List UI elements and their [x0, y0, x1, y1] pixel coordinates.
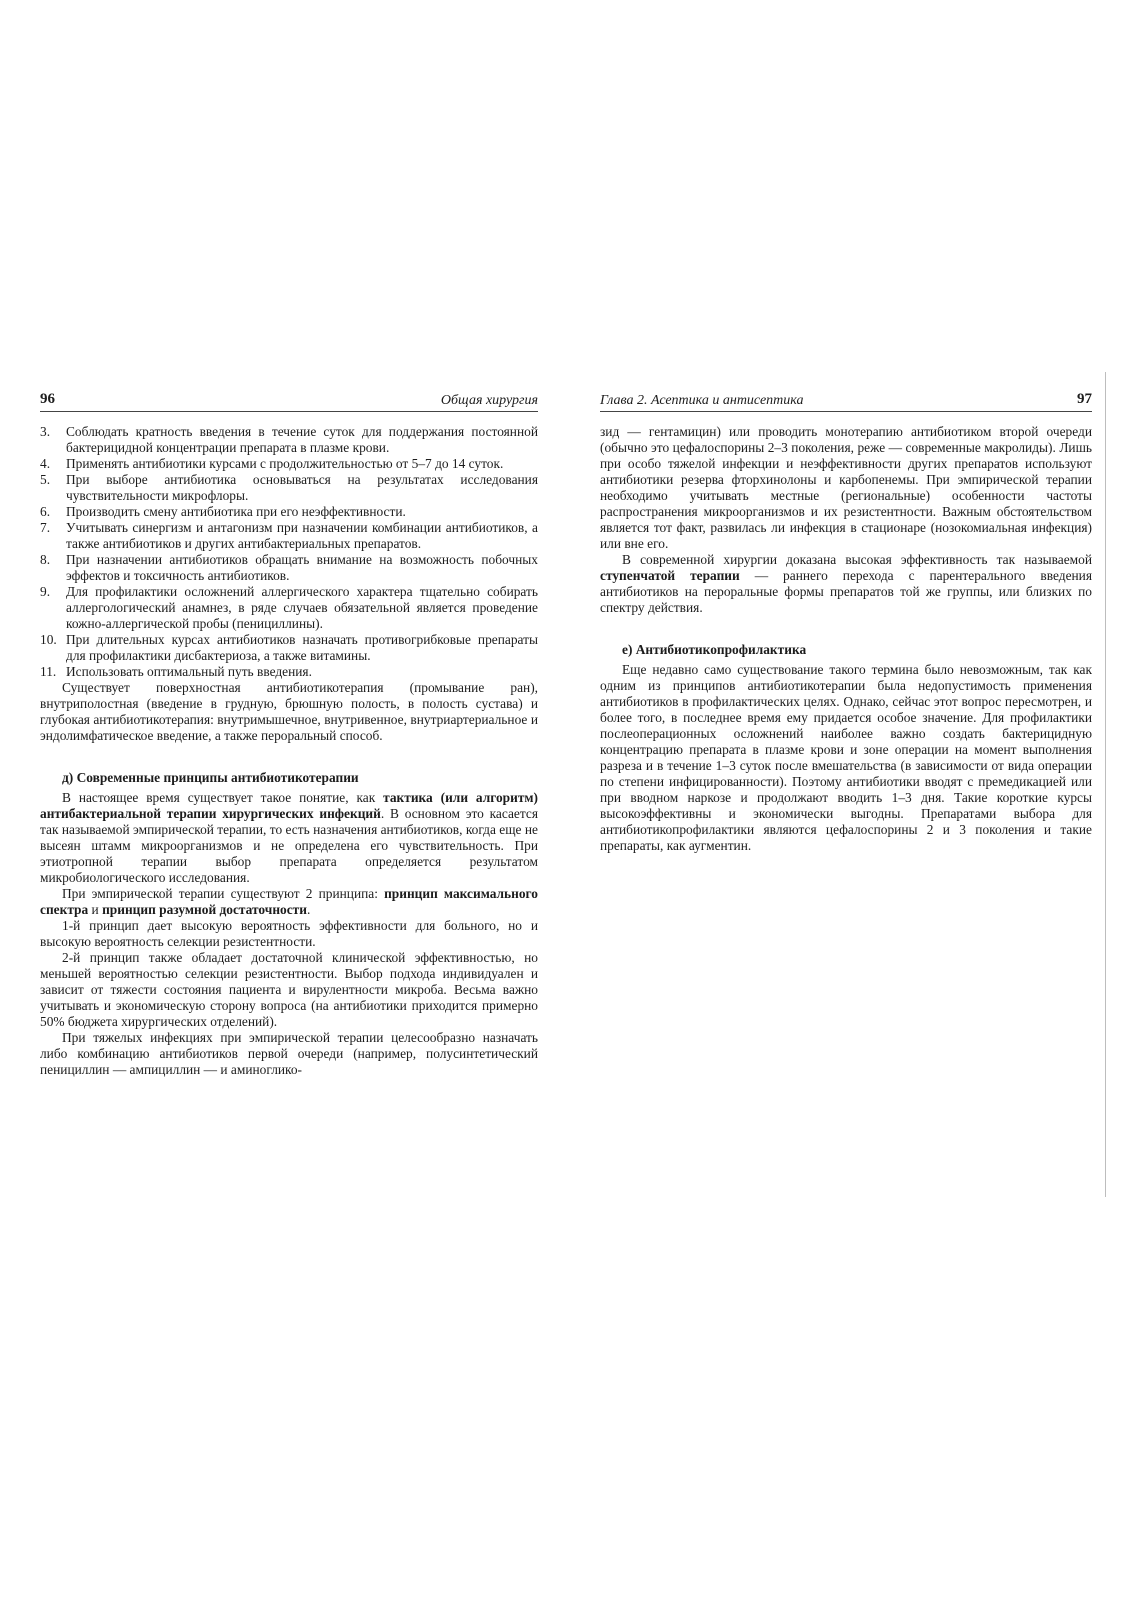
section-heading-e: е) Антибиотикопрофилактика	[622, 642, 807, 657]
left-page	[40, 393, 538, 1078]
page-number: 96	[40, 391, 55, 407]
running-title: Глава 2. Асептика и антисептика	[600, 393, 804, 408]
paragraph-principles: При эмпирической терапии существуют 2 принципа: принцип максимального спектра и принцип разумной достаточности.	[40, 886, 538, 917]
left-page-body	[40, 424, 538, 1078]
paragraph-step-therapy: В современной хирургии доказана высокая эффективность так называемой ступенчатой терапии — раннего перехода с парентерального введения антибиотиков на пероральные формы препаратов той же группы, или близких по спектру действия.	[600, 552, 1093, 615]
list-item: 8. При назначении антибиотиков обращать внимание на возможность побочных эффектов и токсичность антибиотиков.	[40, 552, 538, 583]
right-page	[600, 393, 1092, 854]
page-number: 97	[1077, 391, 1092, 407]
list-item: 5. При выборе антибиотика основываться на результатах исследования чувствительности микрофлоры.	[40, 472, 538, 503]
section-heading-d: д) Современные принципы антибиотикотерапии	[62, 770, 359, 785]
right-page-header	[600, 393, 1092, 412]
paragraph-principle-2: 2-й принцип также обладает достаточной клинической эффективностью, но меньшей вероятностью селекции резистентности. Выбор подхода индивидуален и зависит от тяжести состояния пациента и вирулентности микроба. Весьма важно учитывать и экономическую сторону вопроса (на антибиотики приходится примерно 50% бюджета хирургических отделений).	[40, 950, 538, 1029]
paragraph-tactics: В настоящее время существует такое понятие, как тактика (или алгоритм) антибактериальной терапии хирургических инфекций. В основном это касается так называемой эмпирической терапии, то есть назначения антибиотиков, когда еще не высеян штамм микроорганизмов и не определена его чувствительность. При этиотропной терапии выбор препарата определяется результатом микробиологического исследования.	[40, 790, 539, 885]
right-page-body	[600, 424, 1092, 854]
paragraph-routes: Существует поверхностная антибиотикотерапия (промывание ран), внутриполостная (введение в грудную, брюшную полость, в полость сустава) и глубокая антибиотикотерапия: внутримышечное, внутривенное, внутриартериальное и эндолимфатическое введение, а также пероральный способ.	[40, 680, 538, 743]
list-item: 11. Использовать оптимальный путь введения.	[40, 664, 312, 679]
list-item: 4. Применять антибиотики курсами с продолжительностью от 5–7 до 14 суток.	[40, 456, 504, 471]
list-item: 7. Учитывать синергизм и антагонизм при назначении комбинации антибиотиков, а также антибиотиков и других антибактериальных препаратов.	[40, 520, 538, 551]
running-title: Общая хирургия	[440, 393, 538, 408]
paragraph-prophylaxis: Еще недавно само существование такого термина было невозможным, так как одним из принципов антибиотикотерапии была недопустимость применения антибиотиков в профилактических целях. Однако, сейчас этот вопрос пересмотрен, и более того, в последнее время ему придается особое значение. Для профилактики послеоперационных осложнений наиболее важно создать бактерицидную концентрацию препарата в плазме крови и зоне операции на момент выполнения разреза и в течение 1–3 суток после вмешательства (в зависимости от вида операции по степени инфицированности). Поэтому антибиотики вводят с премедикацией или при вводном наркозе и продолжают вводить 1–3 дня. Такие короткие курсы высокоэффективны и экономически выгодны. Препаратами выбора для антибиотикопрофилактики являются цефалоспорины 2 и 3 поколения и такие препараты, как аугментин.	[600, 662, 1092, 853]
scan-edge-line	[1105, 372, 1106, 1197]
paragraph-continuation: зид — гентамицин) или проводить монотерапию антибиотиком второй очереди (обычно это цефалоспорины 2–3 поколения, реже — современные макролиды). Лишь при особо тяжелой инфекции и неэффективности других препаратов используют антибиотики резерва фторхинолоны и карбопенемы. При эмпирической терапии необходимо учитывать местные (региональные) особенности частоты распространения микроорганизмов и их резистентности. Важным обстоятельством является тот факт, развилась ли инфекция в стационаре (нозокомиальная инфекция) или вне его.	[600, 424, 1092, 551]
list-item: 9. Для профилактики осложнений аллергического характера тщательно собирать аллергологический анамнез, в ряде случаев обязательной является проведение кожно-аллергической пробы (пенициллины).	[40, 584, 538, 631]
paragraph-principle-1: 1-й принцип дает высокую вероятность эффективности для больного, но и высокую вероятность селекции резистентности.	[40, 918, 538, 949]
left-page-header	[40, 393, 538, 412]
paragraph-severe-infections: При тяжелых инфекциях при эмпирической терапии целесообразно назначать либо комбинацию антибиотиков первой очереди (например, полусинтетический пенициллин — ампициллин — и аминоглико-	[40, 1030, 538, 1077]
list-item: 6. Производить смену антибиотика при его неэффективности.	[40, 504, 406, 519]
list-item: 10. При длительных курсах антибиотиков назначать противогрибковые препараты для профилактики дисбактериоза, а также витамины.	[40, 632, 538, 663]
list-item: 3. Соблюдать кратность введения в течение суток для поддержания постоянной бактерицидной концентрации препарата в плазме крови.	[40, 424, 538, 455]
